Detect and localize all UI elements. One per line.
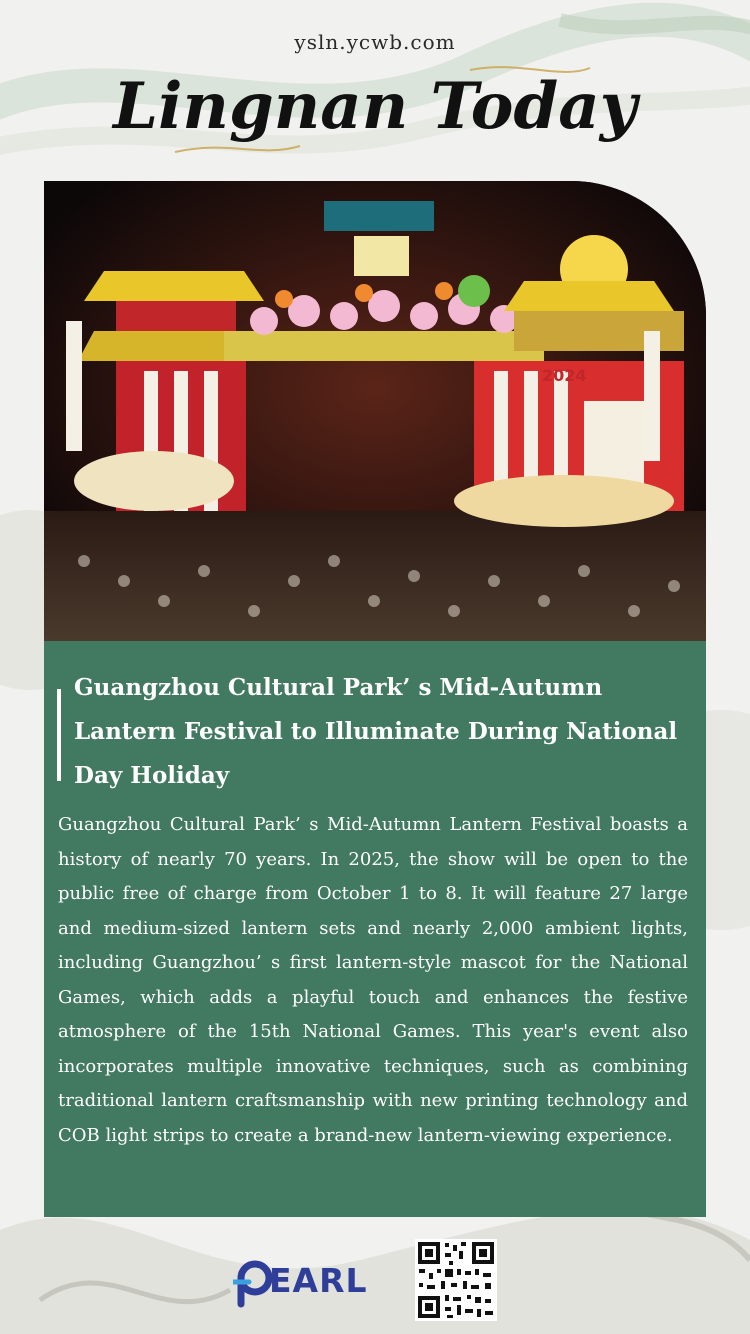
site-url: ysln.ycwb.com bbox=[294, 30, 456, 54]
title-accent-bar bbox=[57, 689, 61, 781]
article-body: Guangzhou Cultural Park’ s Mid-Autumn Lantern Festival boasts a history of nearly 70 years. In 2025, the show will be open to the public free of charge from October 1 to 8. It will feature 27 large and medium-sized lantern sets and nearly 2,000 ambient lights, including Guangzhou’ s first lantern-style mascot for the National Games, which adds a playful touch and enhances the festive atmosphere of the 15th National Games. This year's event also incorporates multiple innovative techniques, such as combining traditional lantern craftsmanship with new printing technology and COB light strips to create a brand-new lantern-viewing experience. bbox=[58, 814, 688, 1146]
qr-code bbox=[415, 1239, 497, 1321]
pearl-logo-text: EARL bbox=[269, 1261, 368, 1300]
brand-title-text: Lingnan Today bbox=[113, 69, 637, 144]
pearl-logo bbox=[233, 1258, 383, 1308]
brand-title-lettering bbox=[0, 40, 750, 180]
lantern-festival-photo bbox=[44, 181, 706, 641]
pearl-logo-icon bbox=[233, 1258, 273, 1308]
hero-photo bbox=[44, 181, 706, 641]
article-card bbox=[44, 641, 706, 1217]
qr-code-icon[interactable] bbox=[415, 1239, 497, 1321]
photo-sign-2024: 2024 bbox=[542, 366, 587, 385]
article-title: Guangzhou Cultural Park’ s Mid-Autumn Lantern Festival to Illuminate During National Day Holiday bbox=[74, 674, 678, 789]
brand-logo bbox=[0, 40, 750, 180]
